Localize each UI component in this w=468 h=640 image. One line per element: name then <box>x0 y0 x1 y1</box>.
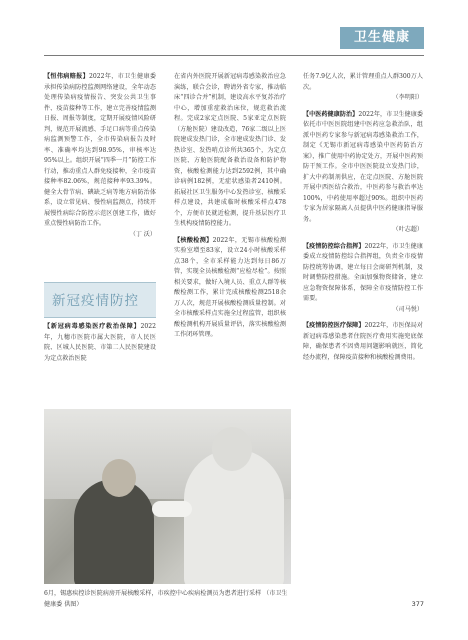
section-title-banner: 卫生健康 <box>340 27 424 49</box>
article-body: 2022年，市医保局对新冠病毒感染患者住院医疗费用实施兜底保障，确保患者不因费用问题影响就医，简化经办流程，保障疫苗接种和核酸检测费用。 <box>303 322 423 361</box>
article-heading: 【中医药健康防治】 <box>303 110 359 118</box>
column-1 <box>44 72 156 240</box>
article-body: 在省内外医院开展新冠病毒感染救治应急演练，联合会诊，聘请外省专家，推动临床“四诊合并”机制，建设高水平复苏治疗中心，增加重症救治床位，规范救治流程。完成2家定点医院、5家亚定点医院（方舱医院）建设改造，76家二级以上医院建成发热门诊，全市建成发热门诊、发热诊室、发热哨点诊所共365个，为定点医院、方舱医院配备救治设备和防护物资，核酸检测能力达到2592例，其中确诊病例182例，无症状感染者2410例。拓展社区卫生服务中心发热诊室、核酸采样点建设，共建成临时核酸采样点478个，方便市民就近检测，提升基层医疗卫生机构疫情防控能力。 <box>174 73 286 227</box>
article-continued <box>303 72 423 104</box>
article-continued <box>174 72 286 230</box>
article-nucleic-testing <box>174 236 286 341</box>
article-body: 2022年，市卫生健康委承担传染病防控监测网络建设，全年动态处理传染病疫情报告、突发公共卫生事件、疫苗接种等工作，建立完善疫情监测日报、周报等制度，定期开展疫情风险研判，规范开展流感、手足口病等重点传染病监测预警工作，全市传染病报告及时率、准确率均达到98.95%，审核率达95%以上。组织开展“四季一月”防控工作行动，推动重点人群免疫接种，全市疫苗接种率82.06%，规范接种率93.39%。健全大骨节病、碘缺乏病等地方病防治体系，设立常见病、慢性病监测点，持续开展慢性病综合防控示范区创建工作，做好重点慢性病防治工作。 <box>44 73 156 227</box>
article-heading: 【疫情防控医疗保障】 <box>303 322 365 329</box>
article-signature: （司马悦） <box>392 305 423 313</box>
article-heading: 【疫情防控综合指挥】 <box>303 242 365 250</box>
article-treatment-support <box>44 322 156 364</box>
article-disease-monitoring <box>44 72 156 240</box>
article-signature: （叶志超） <box>392 226 423 233</box>
article-command <box>303 242 423 316</box>
article-body: 2022年，无锡市核酸检测实验室增至83家，设立24小时核酸采样点38个，全市采样能力达到每日86万管，实现全员核酸检测“应检尽检”。按照相关要求，做好入境人员、重点人群等核酸检测工作，累计完成核酸检测2518余万人次，规范开展核酸检测质量控制。对全市核酸采样点实施全过程监管，组织核酸检测机构开展质量评估，落实核酸检测工作闭环管理。 <box>174 236 286 338</box>
photo-caption-text: 6月，锡惠疾控诊医院病房开展核酸采样，市疾控中心疾病检测员为患者进行采样 <box>44 590 262 597</box>
column-1-lower <box>44 322 156 364</box>
article-body: 2022年，市卫生健康委依托市中医医院组建中医药应急救治队，组派中医药专家参与新冠病毒感染救治工作，制定《无锡市新冠病毒感染中医药防治方案》，推广使用中药协定处方，开展中医药预防干预工作。全市中医医院设立发热门诊，扩大中药制剂供应，在定点医院、方舱医院开展中西医结合救治，中医药参与救治率达100%，中药使用率超过90%。组织中医药专家为居家隔离人员提供中医药健康指导服务。 <box>303 110 424 223</box>
section-banner-title: 新冠疫情防控 <box>52 293 139 309</box>
article-heading: 【新冠病毒感染医疗救治保障】 <box>44 323 141 330</box>
article-signature: （李明阳） <box>392 94 423 101</box>
page-number: 377 <box>411 600 424 608</box>
photo-credit: （市卫生健康委 供图） <box>44 590 288 608</box>
article-body: 2022年，市卫生健康委成立疫情防控综合指挥组，负责全市疫情防控统筹协调，建立每日会商研判机制，及时调整防控措施。全面加强物资储备，建立应急物资保障体系，保障全市疫情防控工作需要。 <box>303 242 423 302</box>
photo-caption <box>44 589 291 610</box>
section-banner <box>44 282 156 318</box>
article-heading: 【核酸检测】 <box>174 236 213 244</box>
article-signature: （丁 沃） <box>129 230 156 238</box>
column-3 <box>303 72 423 363</box>
column-2 <box>174 72 286 341</box>
article-medical-guarantee <box>303 321 423 363</box>
article-tcm <box>303 110 423 236</box>
swab-hand <box>152 501 192 517</box>
article-body: 2022年，九穗市医院市属大医院，市人民医院、区城人民医院、市第二人民医院建设为定点救治医院 <box>44 323 156 362</box>
news-photo <box>44 409 291 584</box>
header-rule <box>44 55 424 56</box>
article-heading: 【恒伟病赔报】 <box>44 73 90 80</box>
article-body: 任务7.9亿人次，累计管理重点人群300万人次。 <box>303 73 423 91</box>
